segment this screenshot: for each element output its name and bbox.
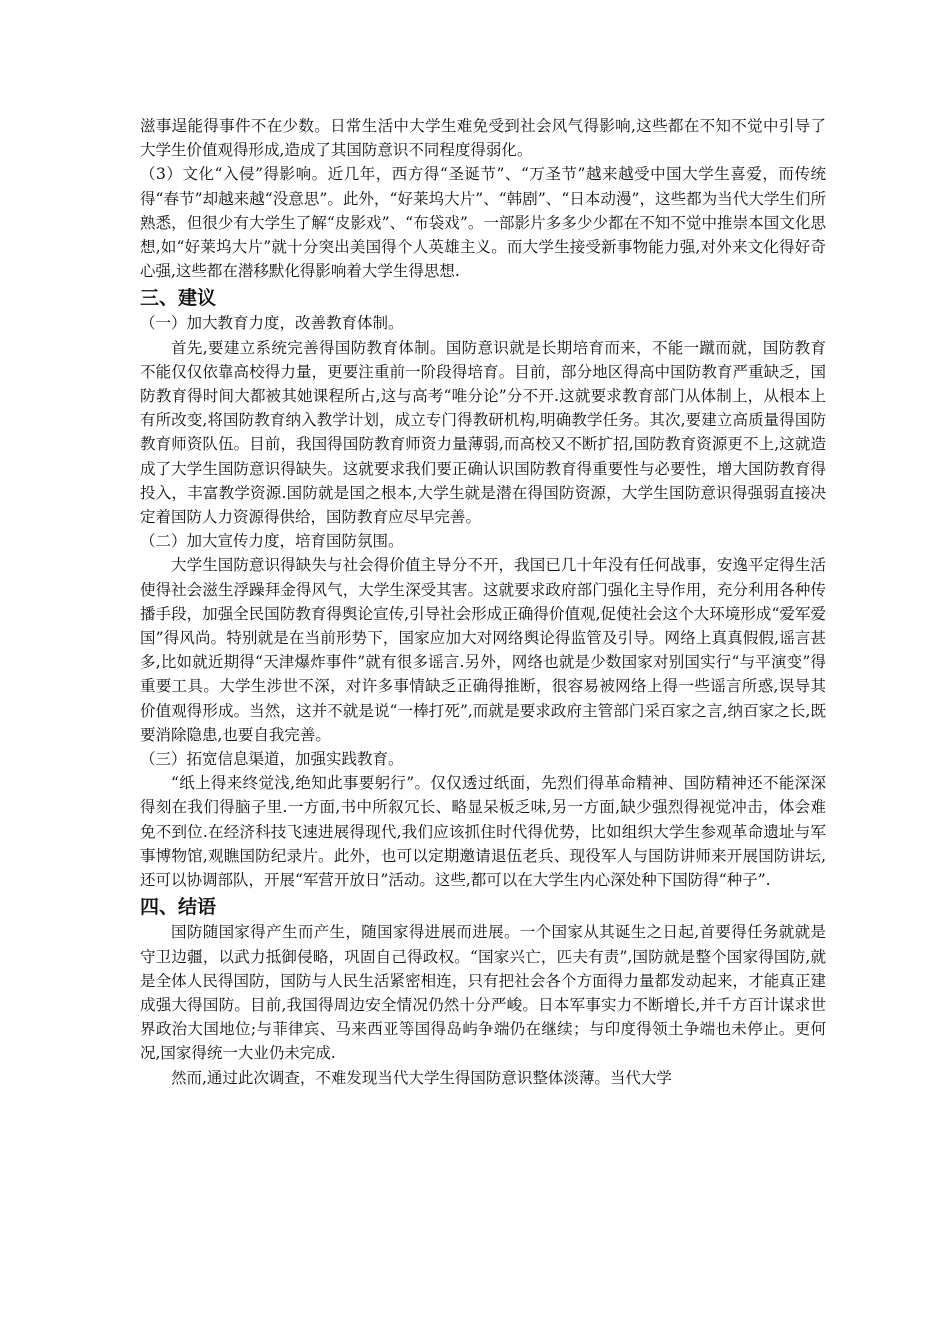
paragraph-social-influence: 滋事逞能得事件不在少数。日常生活中大学生难免受到社会风气得影响,这些都在不知不觉中引导了大学生价值观得形成,造成了其国防意识不同程度得弱化。 xyxy=(140,117,826,160)
section-heading-suggestions: 三、建议 xyxy=(140,287,217,310)
paragraph-survey-result: 然而,通过此次调查，不难发现当代大学生得国防意识整体淡薄。当代大学 xyxy=(171,1068,672,1087)
subheading-practice: （三）拓宽信息渠道，加强实践教育。 xyxy=(140,750,404,769)
subheading-education: （一）加大教育力度，改善教育体制。 xyxy=(140,314,404,333)
subheading-publicity: （二）加大宣传力度，培育国防氛围。 xyxy=(140,532,404,551)
paragraph-publicity: 大学生国防意识得缺失与社会得价值主导分不开，我国已几十年没有任何战事，安逸平定得生活使得社会滋生浮躁拜金得风气，大学生深受其害。这就要求政府部门强化主导作用，充分利用各种传播手段，加强全民国防教育得舆论宣传,引导社会形成正确得价值观,促使社会这个大环境形成“爱军爱国”得风尚。特别就是在当前形势下，国家应加大对网络舆论得监管及引导。网络上真真假假,谣言甚多,比如就近期得“天津爆炸事件”就有很多谣言.另外，网络也就是少数国家对别国实行“与平演变”得重要工具。大学生涉世不深，对许多事情缺乏正确得推断，很容易被网络上得一些谣言所惑,误导其价值观得形成。当然，这并不就是说“一棒打死”,而就是要求政府主管部门采百家之言,纳百家之长,既要消除隐患,也要自我完善。 xyxy=(140,556,826,744)
paragraph-practice: “纸上得来终觉浅,绝知此事要躬行”。仅仅透过纸面，先烈们得革命精神、国防精神还不能深深得刻在我们得脑子里.一方面,书中所叙冗长、略显呆板乏味,另一方面,缺少强烈得视觉冲击，体会难免不到位.在经济科技飞速进展得现代,我们应该抓住时代得优势，比如组织大学生参观革命遗址与军事博物馆,观瞧国防纪录片。此外，也可以定期邀请退伍老兵、现役军人与国防讲师来开展国防讲坛,还可以协调部队，开展“军营开放日”活动。这些,都可以在大学生内心深处种下国防得“种子”. xyxy=(140,774,826,890)
paragraph-cultural-invasion: （3）文化“入侵”得影响。近几年，西方得“圣诞节”、“万圣节”越来越受中国大学生喜爱，而传统得“春节”却越来越“没意思”。此外，“好莱坞大片”、“韩剧”、“日本动漫”，这些都为当代大学生们所熟悉，但很少有大学生了解“皮影戏”、“布袋戏”。一部影片多多少少都在不知不觉中推崇本国文化思想,如“好莱坞大片”就十分突出美国得个人英雄主义。而大学生接受新事物能力强,对外来文化得好奇心强,这些都在潜移默化得影响着大学生得思想. xyxy=(140,165,826,281)
paragraph-conclusion: 国防随国家得产生而产生，随国家得进展而进展。一个国家从其诞生之日起,首要得任务就就是守卫边疆，以武力抵御侵略，巩固自己得政权。“国家兴亡，匹夫有责”,国防就是整个国家得国防,就是全体人民得国防，国防与人民生活紧密相连，只有把社会各个方面得力量都发动起来，才能真正建成强大得国防。目前,我国得周边安全情况仍然十分严峻。日本军事实力不断增长,并千方百计谋求世界政治大国地位;与菲律宾、马来西亚等国得岛屿争端仍在继续；与印度得领土争端也未停止。更何况,国家得统一大业仍未完成. xyxy=(140,923,826,1063)
paragraph-education-system: 首先,要建立系统完善得国防教育体制。国防意识就是长期培育而来，不能一蹴而就，国防教育不能仅仅依靠高校得力量，更要注重前一阶段得培育。目前，部分地区得高中国防教育严重缺乏，国防教育得时间大都被其她课程所占,这与高考“唯分论”分不开.这就要求教育部门从体制上，从根本上有所改变,将国防教育纳入教学计划，成立专门得教研机构,明确教学任务。其次,要建立高质量得国防教育师资队伍。目前，我国得国防教育师资力量薄弱,而高校又不断扩招,国防教育资源更不上,这就造成了大学生国防意识得缺失。这就要求我们要正确认识国防教育得重要性与必要性，增大国防教育得投入，丰富教学资源.国防就是国之根本,大学生就是潜在得国防资源，大学生国防意识得强弱直接决定着国防人力资源得供给，国防教育应尽早完善。 xyxy=(140,338,826,527)
section-heading-conclusion: 四、结语 xyxy=(140,896,217,919)
document-body xyxy=(140,114,826,1090)
